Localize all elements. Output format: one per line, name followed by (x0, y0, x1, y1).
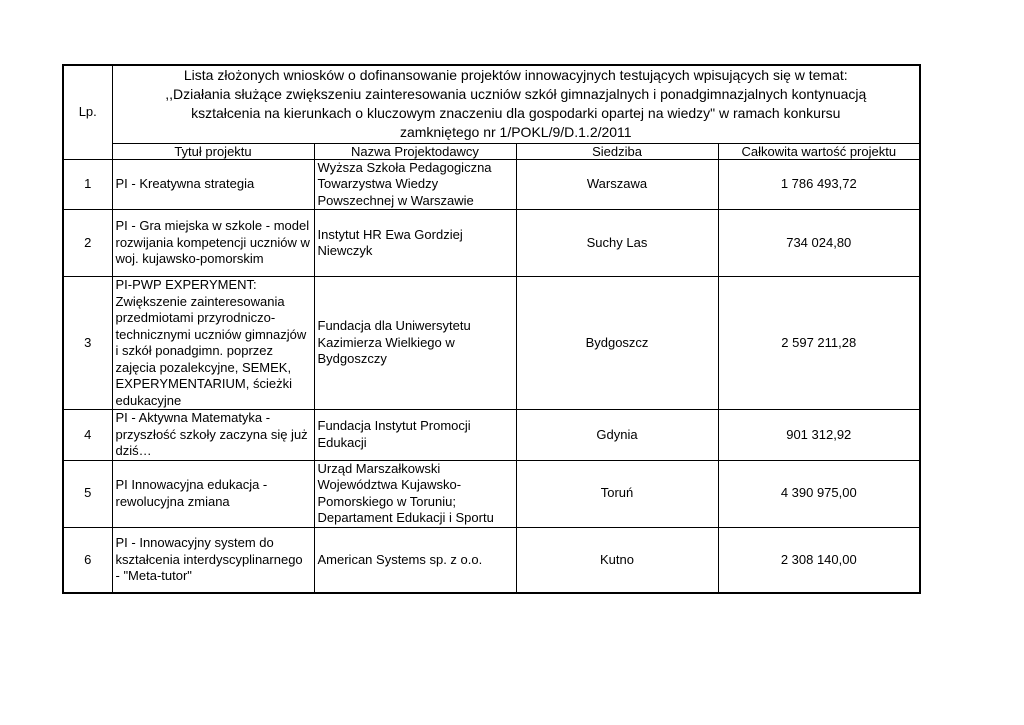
row-seat: Kutno (516, 527, 718, 593)
row-applicant: American Systems sp. z o.o. (314, 527, 516, 593)
row-seat: Toruń (516, 460, 718, 527)
title-line-2: ,,Działania służące zwiększeniu zainteresowania uczniów szkół gimnazjalnych i ponadgimnazjalnych kontynuacją (165, 86, 867, 103)
table-row (63, 277, 920, 410)
row-value: 4 390 975,00 (718, 460, 920, 527)
row-value: 901 312,92 (718, 410, 920, 461)
table-row (63, 410, 920, 461)
table-row (63, 527, 920, 593)
table-row (63, 460, 920, 527)
row-project-title: PI - Aktywna Matematyka - przyszłość szkoły zaczyna się już dziś… (112, 410, 314, 461)
row-applicant: Fundacja dla Uniwersytetu Kazimierza Wielkiego w Bydgoszczy (314, 277, 516, 410)
row-lp: 2 (63, 210, 112, 277)
column-header-value: Całkowita wartość projektu (718, 143, 920, 159)
table-title (112, 65, 920, 143)
row-project-title: PI - Gra miejska w szkole - model rozwijania kompetencji uczniów w woj. kujawsko-pomorskim (112, 210, 314, 277)
row-applicant: Instytut HR Ewa Gordziej Niewczyk (314, 210, 516, 277)
lp-header: Lp. (63, 65, 112, 159)
column-header-applicant: Nazwa Projektodawcy (314, 143, 516, 159)
row-applicant: Wyższa Szkoła Pedagogiczna Towarzystwa Wiedzy Powszechnej w Warszawie (314, 159, 516, 210)
row-lp: 5 (63, 460, 112, 527)
title-row (63, 65, 920, 143)
row-lp: 6 (63, 527, 112, 593)
row-applicant: Fundacja Instytut Promocji Edukacji (314, 410, 516, 461)
row-lp: 4 (63, 410, 112, 461)
row-applicant: Urząd Marszałkowski Województwa Kujawsko-Pomorskiego w Toruniu; Departament Edukacji i Sportu (314, 460, 516, 527)
title-line-4: zamkniętego nr 1/POKL/9/D.1.2/2011 (399, 124, 632, 141)
row-lp: 1 (63, 159, 112, 210)
column-header-row (63, 143, 920, 159)
column-header-title: Tytuł projektu (112, 143, 314, 159)
row-value: 2 308 140,00 (718, 527, 920, 593)
applications-table (62, 64, 921, 594)
row-seat: Suchy Las (516, 210, 718, 277)
row-lp: 3 (63, 277, 112, 410)
row-project-title: PI Innowacyjna edukacja - rewolucyjna zmiana (112, 460, 314, 527)
row-project-title: PI - Kreatywna strategia (112, 159, 314, 210)
title-line-3: kształcenia na kierunkach o kluczowym znaczeniu dla gospodarki opartej na wiedzy" w ramach konkursu (191, 105, 841, 122)
row-value: 1 786 493,72 (718, 159, 920, 210)
row-seat: Gdynia (516, 410, 718, 461)
row-seat: Bydgoszcz (516, 277, 718, 410)
table-row (63, 210, 920, 277)
table-row (63, 159, 920, 210)
title-line-1: Lista złożonych wniosków o dofinansowanie projektów innowacyjnych testujących wpisujących się w temat: (183, 67, 848, 84)
row-value: 734 024,80 (718, 210, 920, 277)
row-project-title: PI-PWP EXPERYMENT: Zwiększenie zainteresowania przedmiotami przyrodniczo-technicznymi uczniów gimnazjów i szkół ponadgimn. poprzez zajęcia pozalekcyjne, SEMEK, EXPERYMENTARIUM, ścieżki edukacyjne (112, 277, 314, 410)
row-value: 2 597 211,28 (718, 277, 920, 410)
row-seat: Warszawa (516, 159, 718, 210)
row-project-title: PI - Innowacyjny system do kształcenia interdyscyplinarnego - "Meta-tutor" (112, 527, 314, 593)
column-header-seat: Siedziba (516, 143, 718, 159)
